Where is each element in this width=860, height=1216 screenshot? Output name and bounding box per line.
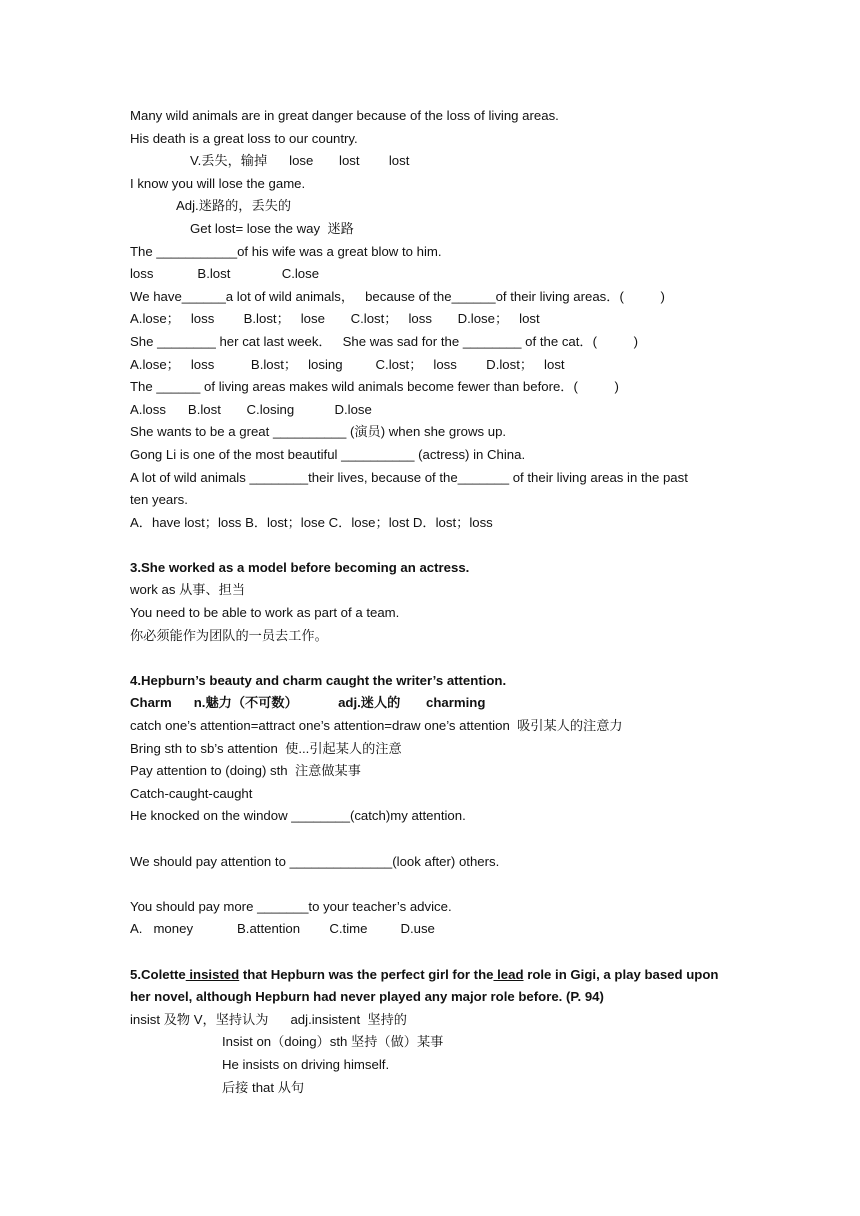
- text-line: work as 从事、担当: [130, 582, 246, 598]
- text-line: ten years.: [130, 492, 188, 508]
- text-line: His death is a great loss to our country.: [130, 130, 358, 146]
- heading-part: that Hepburn was the perfect girl for the: [239, 966, 494, 982]
- text-line: V.丢失，输掉 lose lost lost: [190, 153, 410, 169]
- text-line: loss B.lost C.lose: [130, 266, 320, 282]
- heading-part: role in Gigi, a play based upon: [523, 966, 719, 982]
- blank-line: [130, 647, 740, 670]
- text-line: Bring sth to sb’s attention 使...引起某人的注意: [130, 740, 402, 756]
- text-line: catch one’s attention=attract one’s attention=draw one’s attention 吸引某人的注意力: [130, 718, 623, 734]
- text-line: You should pay more _______to your teacher’s advice.: [130, 898, 452, 914]
- text-line: A.lose； loss B.lost； lose C.lost； loss D.lose； lost: [130, 311, 540, 327]
- text-line: Charm n.魅力（不可数） adj.迷人的 charming: [130, 695, 486, 711]
- document-body: [130, 105, 740, 1099]
- underlined-word: insisted: [185, 966, 240, 982]
- text-line: Insist on（doing）sth 坚持（做）某事: [222, 1034, 444, 1050]
- text-line: The ___________of his wife was a great blow to him.: [130, 243, 442, 259]
- text-line: I know you will lose the game.: [130, 175, 306, 191]
- text-line: Get lost= lose the way 迷路: [190, 220, 354, 236]
- text-line: insist 及物 V，坚持认为 adj.insistent 坚持的: [130, 1011, 407, 1027]
- text-line: 你必须能作为团队的一员去工作。: [130, 627, 328, 643]
- section-heading-continued: her novel, although Hepburn had never played any major role before. (P. 94): [130, 989, 604, 1005]
- section-heading: [130, 964, 740, 987]
- text-line: A. money B.attention C.time D.use: [130, 921, 435, 937]
- blank-line: [130, 828, 740, 851]
- text-line: He knocked on the window ________(catch)my attention.: [130, 808, 466, 824]
- text-line: We have______a lot of wild animals， because of the______of their living areas．( ): [130, 288, 665, 304]
- text-line: You need to be able to work as part of a team.: [130, 605, 400, 621]
- blank-line: [130, 941, 740, 964]
- text-line: Adj.迷路的，丢失的: [176, 198, 292, 214]
- text-line: A.loss B.lost C.losing D.lose: [130, 401, 372, 417]
- text-line: The ______ of living areas makes wild animals become fewer than before．( ): [130, 379, 619, 395]
- text-line: She wants to be a great __________ (演员) when she grows up.: [130, 424, 507, 440]
- text-line: Pay attention to (doing) sth 注意做某事: [130, 763, 361, 779]
- text-line: Gong Li is one of the most beautiful __________ (actress) in China.: [130, 446, 526, 462]
- section-heading: 3.She worked as a model before becoming an actress.: [130, 559, 470, 575]
- text-line: We should pay attention to ______________(look after) others.: [130, 853, 500, 869]
- text-line: 后接 that 从句: [222, 1079, 305, 1095]
- text-line: A．have lost；loss B．lost；lose C．lose；lost D．lost；loss: [130, 514, 493, 530]
- text-line: He insists on driving himself.: [222, 1056, 390, 1072]
- blank-line: [130, 534, 740, 557]
- heading-part: 5.Colette: [130, 966, 186, 982]
- text-line: A.lose； loss B.lost； losing C.lost； loss D.lost； lost: [130, 356, 565, 372]
- underlined-word: lead: [493, 966, 524, 982]
- text-line: Catch-caught-caught: [130, 785, 253, 801]
- blank-line: [130, 873, 740, 896]
- text-line: Many wild animals are in great danger because of the loss of living areas.: [130, 108, 559, 123]
- text-line: She ________ her cat last week． She was sad for the ________ of the cat．( ): [130, 333, 639, 349]
- section-heading: 4.Hepburn’s beauty and charm caught the writer’s attention.: [130, 672, 507, 688]
- text-line: A lot of wild animals ________their lives, because of the_______ of their living areas in the past: [130, 469, 688, 485]
